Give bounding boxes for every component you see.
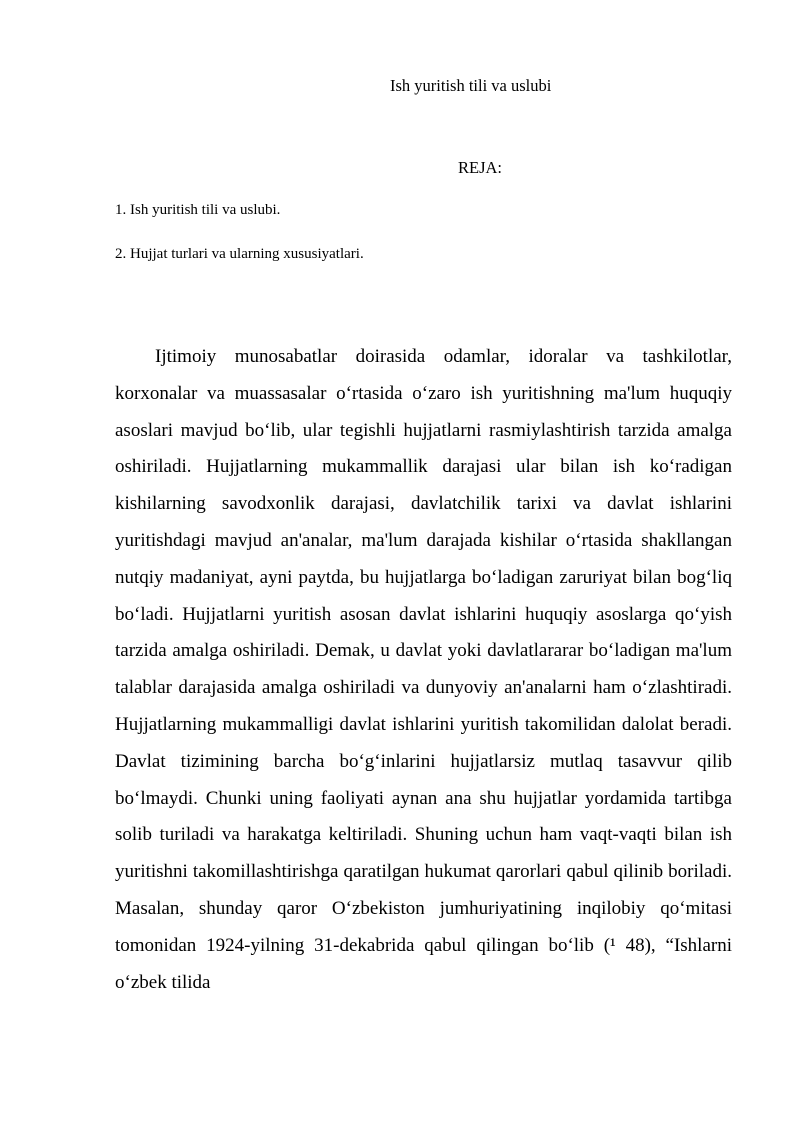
body-paragraph: Ijtimoiy munosabatlar doirasida odamlar, idoralar va tashkilotlar, korxonalar va muassasalar oʻrtasida oʻzaro ish yuritishning ma'lum huquqiy asoslari mavjud boʻlib, ular tegishli hujjatlarni rasmiylashtirish tarzida amalga oshiriladi. Hujjatlarning mukammallik darajasi ular bilan ish koʻradigan kishilarning savodxonlik darajasi, davlatchilik tarixi va davlat ishlarini yuritishdagi mavjud an'analar, ma'lum darajada kishilar oʻrtasida shakllangan nutqiy madaniyat, ayni paytda, bu hujjatlarga boʻladigan zaruriyat bilan bogʻliq boʻladi. Hujjatlarni yuritish asosan davlat ishlarini huquqiy asoslarga qoʻyish tarzida amalga oshiriladi. Demak, u davlat yoki davlatlararar boʻladigan ma'lum talablar darajasida amalga oshiriladi va dunyoviy an'analarni ham oʻzlashtiradi. Hujjatlarning mukammalligi davlat ishlarini yuritish takomilidan dalolat beradi. Davlat tizimining barcha boʻgʻinlarini hujjatlarsiz mutlaq tasavvur qilib boʻlmaydi. Chunki uning faoliyati aynan ana shu hujjatlar yordamida tartibga solib turiladi va harakatga keltiriladi. Shuning uchun ham vaqt-vaqti bilan ish yuritishni takomillashtirishga qaratilgan hukumat qarorlari qabul qilinib boriladi. Masalan, shunday qaror Oʻzbekiston jumhuriyatining inqilobiy qoʻmitasi tomonidan 1924-yilning 31-dekabrida qabul qilingan boʻlib (¹ 48), “Ishlarni oʻzbek tilida bbox=[115, 346, 732, 993]
plan-item: 2. Hujjat turlari va ularning xususiyatlari. bbox=[115, 246, 364, 262]
plan-item: 1. Ish yuritish tili va uslubi. bbox=[115, 202, 281, 218]
document-title: Ish yuritish tili va uslubi bbox=[390, 76, 552, 95]
plan-heading: REJA: bbox=[458, 158, 503, 177]
